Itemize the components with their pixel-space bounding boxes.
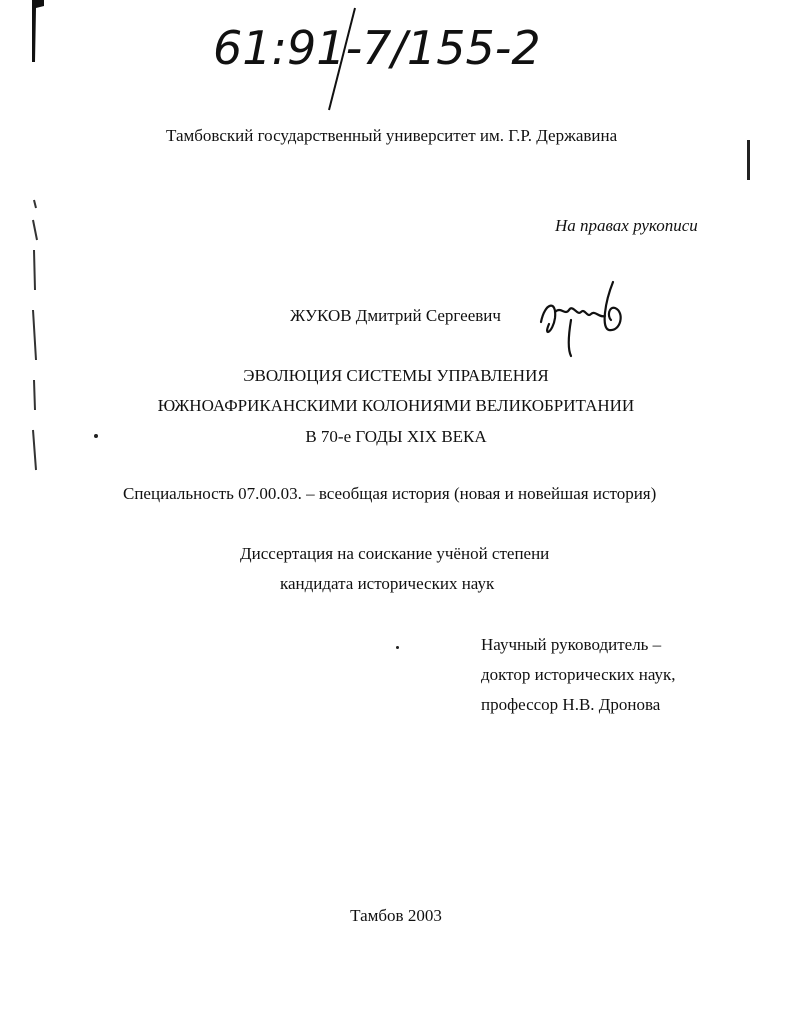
advisor-line-1: Научный руководитель – [481,635,662,654]
archive-code-text: 61:91-7/155-2 [213,21,541,75]
university-name: Тамбовский государственный университет им. Г.Р. Державина [166,126,618,145]
scan-dot [396,646,399,649]
title-line-1: ЭВОЛЮЦИЯ СИСТЕМЫ УПРАВЛЕНИЯ [243,366,549,385]
degree-line-2: кандидата исторических наук [280,574,495,593]
specialty-line: Специальность 07.00.03. – всеобщая история (новая и новейшая история) [123,484,657,503]
city-year: Тамбов 2003 [350,906,442,925]
author-name: ЖУКОВ Дмитрий Сергеевич [290,306,501,325]
title-line-3: В 70-е ГОДЫ XIX ВЕКА [305,427,487,446]
handwritten-archive-code [205,0,541,120]
scan-corner-mark [30,0,46,62]
advisor-line-3: профессор Н.В. Дронова [481,695,661,714]
title-line-2: ЮЖНОАФРИКАНСКИМИ КОЛОНИЯМИ ВЕЛИКОБРИТАНИИ [157,396,635,415]
scan-right-mark [746,140,752,180]
degree-line-1: Диссертация на соискание учёной степени [240,544,550,563]
advisor-line-2: доктор исторических наук, [481,665,676,684]
author-signature [535,272,635,362]
manuscript-rights-note: На правах рукописи [555,216,698,235]
